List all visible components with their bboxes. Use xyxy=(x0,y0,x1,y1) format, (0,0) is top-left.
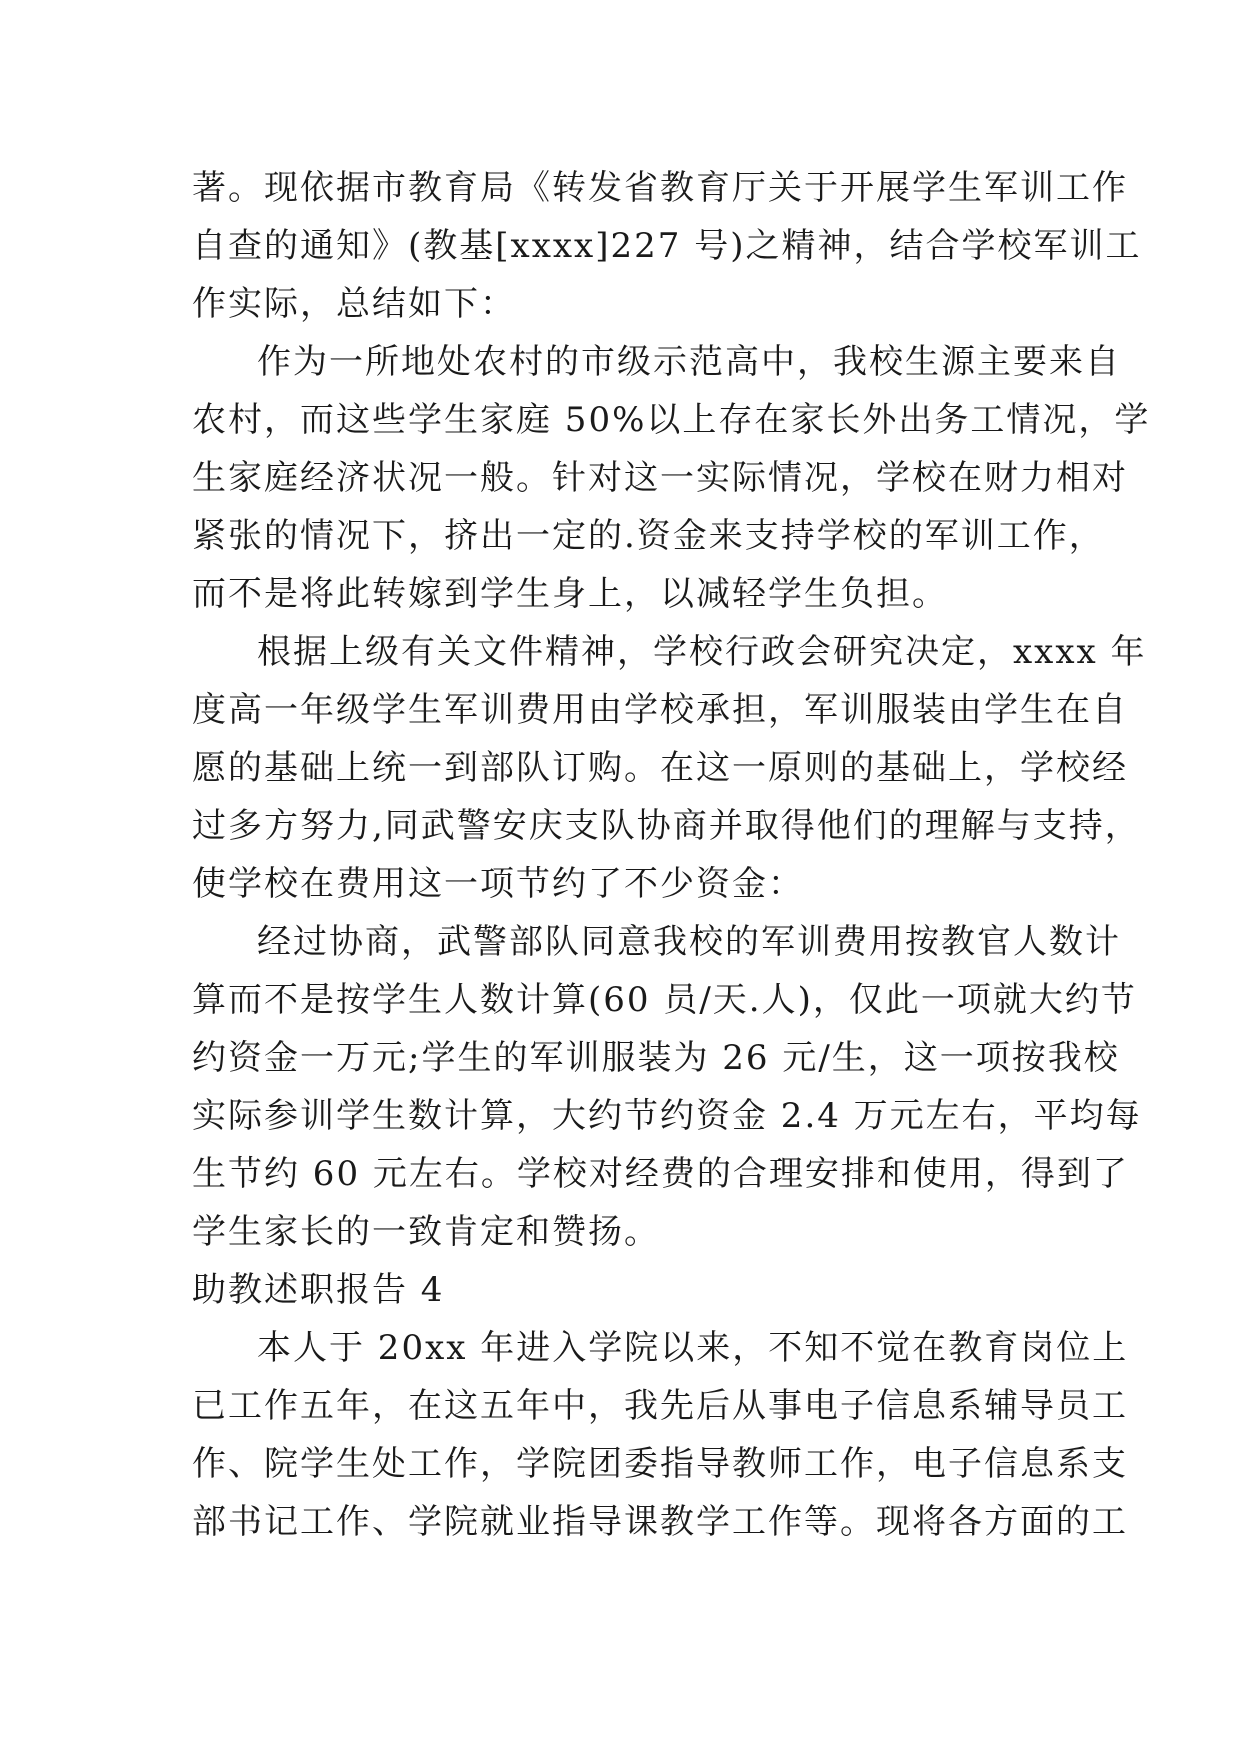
text-line: 生家庭经济状况一般。针对这一实际情况，学校在财力相对 xyxy=(192,458,1128,498)
text-line: 作为一所地处农村的市级示范高中，我校生源主要来自 xyxy=(257,342,1121,382)
text-line: 约资金一万元;学生的军训服装为 26 元/生，这一项按我校 xyxy=(192,1038,1120,1078)
text-line: 算而不是按学生人数计算(60 员/天.人)，仅此一项就大约节 xyxy=(192,980,1137,1020)
text-line: 愿的基础上统一到部队订购。在这一原则的基础上，学校经 xyxy=(192,748,1128,788)
text-line: 过多方努力,同武警安庆支队协商并取得他们的理解与支持， xyxy=(192,806,1141,846)
text-line: 本人于 20xx 年进入学院以来，不知不觉在教育岗位上 xyxy=(257,1328,1129,1368)
text-line: 已工作五年，在这五年中，我先后从事电子信息系辅导员工 xyxy=(192,1386,1128,1426)
text-line: 著。现依据市教育局《转发省教育厅关于开展学生军训工作 xyxy=(192,168,1128,208)
text-line: 作、院学生处工作，学院团委指导教师工作，电子信息系支 xyxy=(192,1444,1128,1484)
text-line: 作实际，总结如下： xyxy=(192,284,516,324)
text-line: 而不是将此转嫁到学生身上，以减轻学生负担。 xyxy=(192,574,948,614)
text-line: 经过协商，武警部队同意我校的军训费用按教官人数计 xyxy=(257,922,1121,962)
text-line: 农村，而这些学生家庭 50%以上存在家长外出务工情况，学 xyxy=(192,400,1151,440)
text-line: 部书记工作、学院就业指导课教学工作等。现将各方面的工 xyxy=(192,1502,1128,1542)
text-line: 根据上级有关文件精神，学校行政会研究决定，xxxx 年 xyxy=(257,632,1147,672)
text-line: 度高一年级学生军训费用由学校承担，军训服装由学生在自 xyxy=(192,690,1128,730)
text-line: 实际参训学生数计算，大约节约资金 2.4 万元左右，平均每 xyxy=(192,1096,1142,1136)
text-line: 自查的通知》(教基[xxxx]227 号)之精神，结合学校军训工 xyxy=(192,226,1142,266)
text-line: 学生家长的一致肯定和赞扬。 xyxy=(192,1212,660,1252)
section-heading: 助教述职报告 4 xyxy=(192,1270,445,1310)
text-line: 紧张的情况下，挤出一定的.资金来支持学校的军训工作， xyxy=(192,516,1105,556)
text-line: 使学校在费用这一项节约了不少资金： xyxy=(192,864,804,904)
text-line: 生节约 60 元左右。学校对经费的合理安排和使用，得到了 xyxy=(192,1154,1129,1194)
